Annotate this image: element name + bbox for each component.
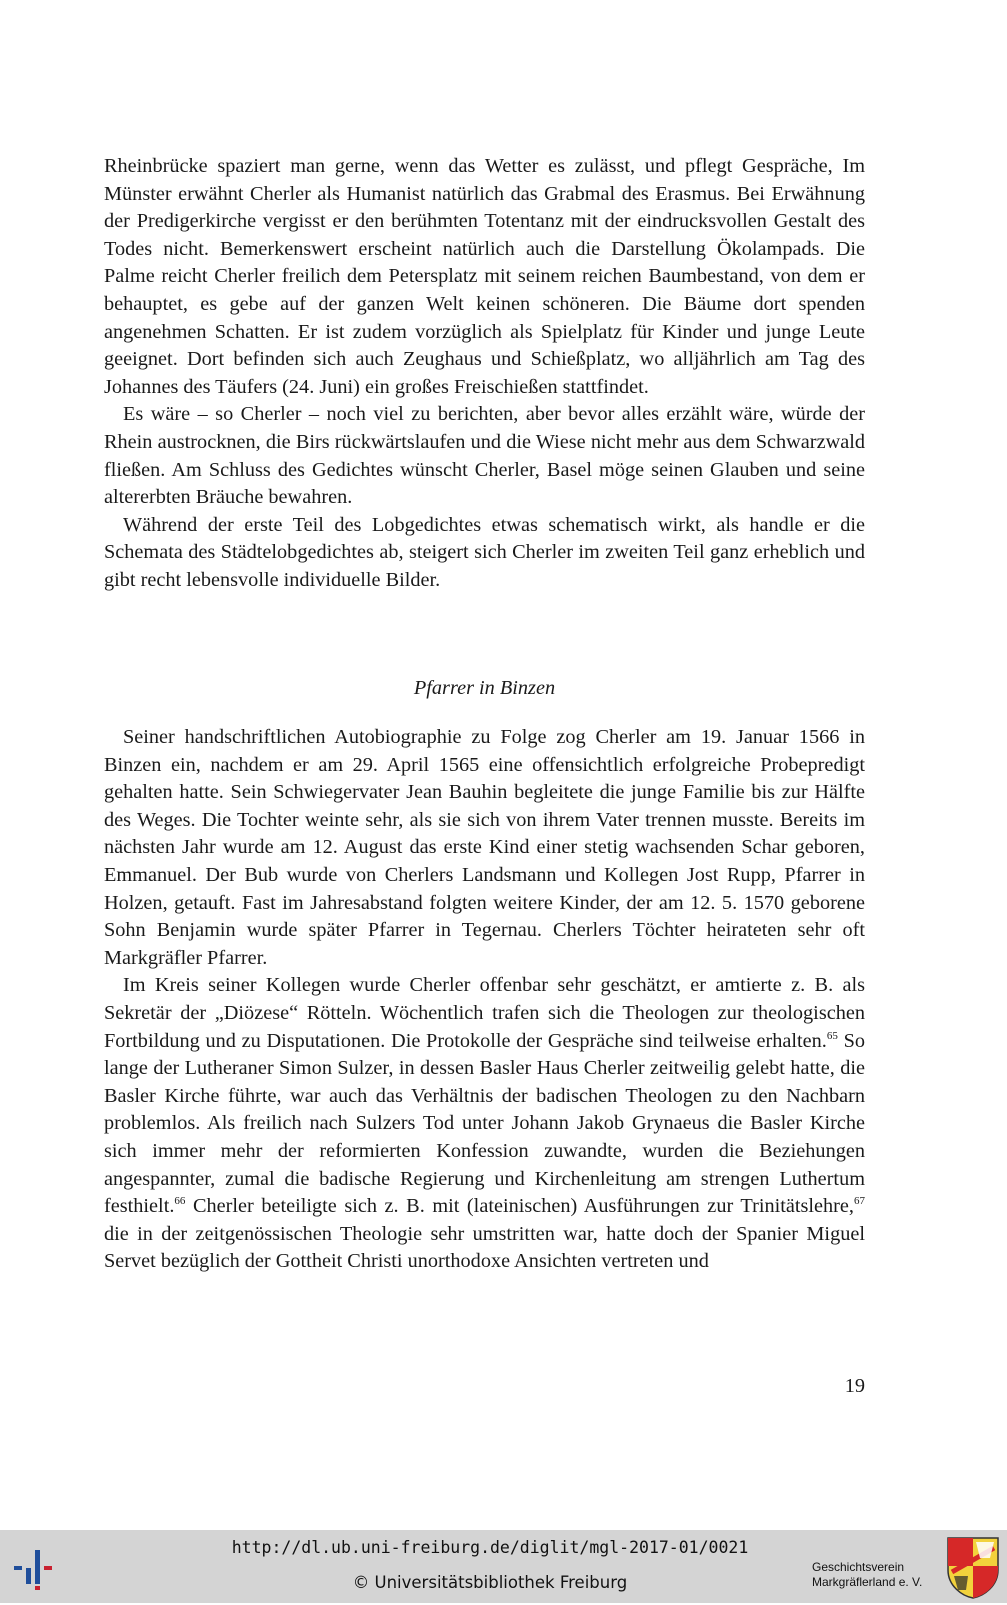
footnote-ref: 67: [854, 1195, 865, 1208]
footnote-ref: 66: [174, 1195, 186, 1208]
paragraph: Es wäre – so Cherler – noch viel zu berichten, aber bevor alles erzählt wäre, würde der Rhein austrocknen, die Birs rückwärtslaufen und die Wiese nicht mehr aus dem Schwarzwald fließen. Am Schluss des Gedichtes wünscht Cherler, Basel möge seinen Glauben und seine altererbten Bräuche bewahren.: [104, 403, 865, 509]
footer-bar: [0, 1530, 1007, 1603]
page-number: 19: [844, 1375, 865, 1397]
paragraph: Seiner handschriftlichen Autobiographie zu Folge zog Cherler am 19. Januar 1566 in Binzen ein, nachdem er am 29. April 1565 eine offensichtlich erfolgreiche Probepredigt gehalten hatte. Sein Schwiegervater Jean Bauhin begleitete die junge Familie bis zur Hälfte des Weges. Die Tochter weinte sehr, als sie sich von ihrem Vater trennen musste. Bereits im nächsten Jahr wurde am 12. August das erste Kind einer stetig wachsenden Schar geboren, Emmanuel. Der Bub wurde von Cherlers Landsmann und Kollegen Jost Rupp, Pfarrer in Holzen, getauft. Fast im Jahresabstand folgten weitere Kinder, der am 12. 5. 1570 geborene Sohn Benjamin wurde später Pfarrer in Tegernau. Cherlers Töchter heirateten sehr oft Markgräfler Pfarrer.: [104, 726, 865, 969]
paragraph: Rheinbrücke spaziert man gerne, wenn das Wetter es zulässt, und pflegt Gespräche, Im Münster erwähnt Cherler als Humanist natürlich das Grabmal des Erasmus. Bei Erwähnung der Predigerkirche vergisst er den berühmten Totentanz mit der eindrucksvollen Gestalt des Todes nicht. Bemerkenswert erscheint natürlich auch die Darstellung Ökolampads. Die Palme reicht Cherler freilich dem Petersplatz mit seinem reichen Baumbestand, von dem er behauptet, es gebe auf der ganzen Welt keinen schöneren. Die Bäume dort spenden angenehmen Schatten. Er ist zudem vorzüglich als Spielplatz für Kinder und junge Leute geeignet. Dort befinden sich auch Zeughaus und Schießplatz, wo alljährlich am Tag des Johannes des Täufers (24. Juni) ein großes Freischießen stattfindet.: [104, 155, 865, 398]
copyright-text: © Universitätsbibliothek Freiburg: [352, 1573, 628, 1592]
paragraph-text: Cherler beteiligte sich z. B. mit (lateinischen) Ausführungen zur Trinitätslehre,: [185, 1195, 854, 1218]
society-name-line: Markgräflerland e. V.: [812, 1575, 923, 1589]
paragraph-text: die in der zeitgenössischen Theologie sehr umstritten war, hatte doch der Spanier Miguel Servet bezüglich der Gottheit Christi unorthodoxe Ansichten vertreten und: [104, 1222, 865, 1273]
ub-freiburg-logo-icon[interactable]: [14, 1546, 60, 1590]
paragraph-text: So lange der Lutheraner Simon Sulzer, in dessen Basler Haus Cherler zeitweilig gelebt hatte, die Basler Kirche führte, war auch das Verhältnis der badischen Theologen zu den Nachbarn problemlos. Als freilich nach Sulzers Tod unter Johann Jakob Grynaeus die Basler Kirche sich immer mehr der reformierten Konfession zuwandte, wurden die Beziehungen angespannter, zumal die badische Regierung und Kirchenleitung am strengen Luthertum festhielt.: [104, 1029, 865, 1218]
society-name-line: Geschichtsverein: [812, 1560, 905, 1574]
society-crest-icon[interactable]: [946, 1536, 1000, 1600]
section-heading: Pfarrer in Binzen: [413, 677, 556, 699]
text-block-top: [104, 153, 865, 595]
paragraph-text: Im Kreis seiner Kollegen wurde Cherler offenbar sehr geschätzt, er amtierte z. B. als Sekretär der „Diözese“ Rötteln. Wöchentlich trafen sich die Theologen zur theologischen Fortbildung und zu Disputationen. Die Protokolle der Gespräche sind teilweise erhalten.: [104, 974, 865, 1052]
society-name: [812, 1560, 942, 1590]
footnote-ref: 65: [826, 1029, 838, 1042]
paragraph: Während der erste Teil des Lobgedichtes etwas schematisch wirkt, als handle er die Schemata des Städtelobgedichtes ab, steigert sich Cherler im zweiten Teil ganz erheblich und gibt recht lebensvolle individuelle Bilder.: [104, 513, 865, 591]
text-block-bottom: [104, 724, 865, 1276]
document-url-link[interactable]: http://dl.ub.uni-freiburg.de/diglit/mgl-2017-01/0021: [231, 1538, 749, 1557]
paragraph: [104, 972, 865, 1276]
